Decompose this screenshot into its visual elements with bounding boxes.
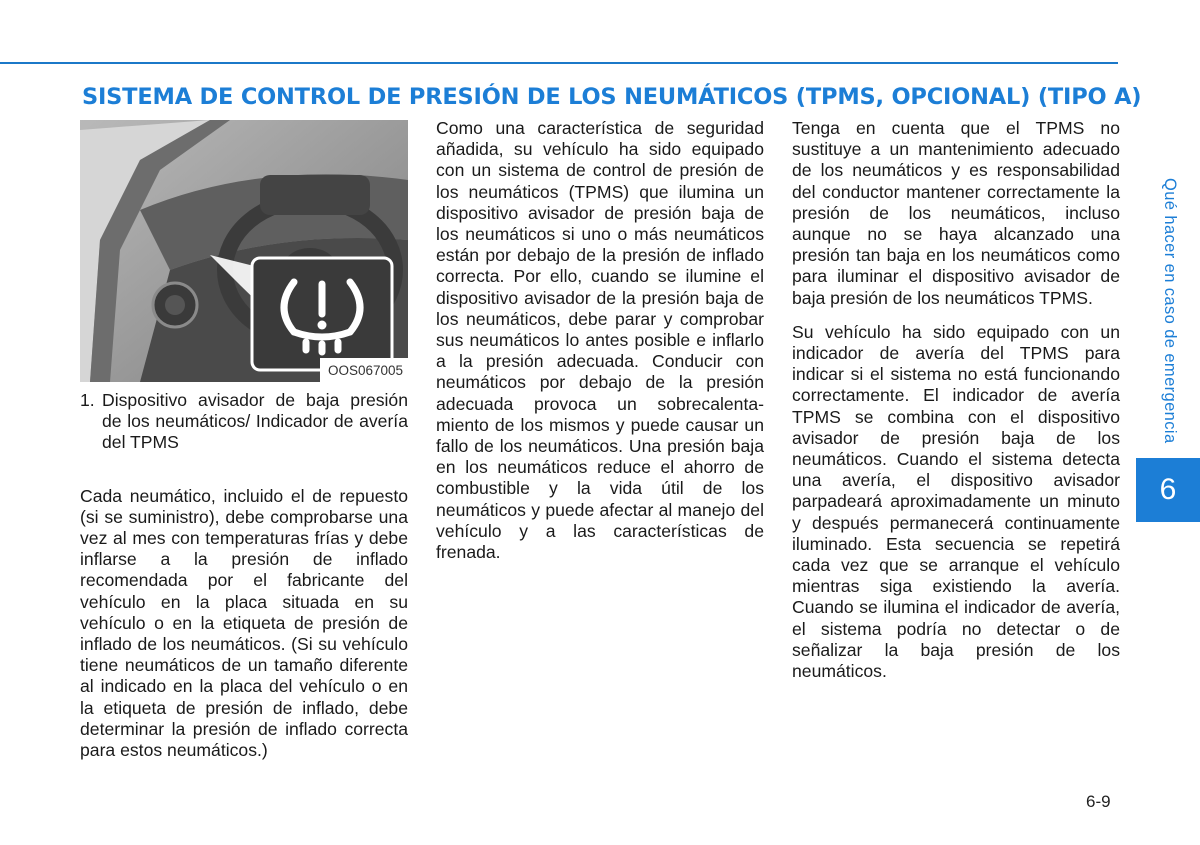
caption-number: 1. [80, 390, 95, 410]
section-tab-label: Qué hacer en caso de emergencia [1161, 178, 1179, 444]
dashboard-illustration [80, 120, 408, 382]
chapter-tab: 6 [1136, 458, 1200, 522]
column-3-paragraph-2: Su vehículo ha sido equipado con un indicador de avería del TPMS para indicar si el sistema no está funcionando correctamente. El indicador de avería TPMS se combina con el dispositivo avisador de presión baja de los neumáticos. Cuando el sistema detecta una avería, el dispositivo avisador parpadeará aproximadamente un minuto y después permanecerá continuamente iluminado. Esta secuencia se repetirá cada vez que se arranque el vehículo mientras siga existiendo la avería. Cuando se ilumina el indicador de avería, el sistema podría no detectar o de señalizar la baja presión de los neumáticos. [792, 321, 1120, 682]
column-2-paragraph: Como una característica de seguridad añadida, su vehículo ha sido equipado con un sistema de control de presión de los neumáticos (TPMS) que ilumina un dispositivo avisador de presión baja de los neumáticos si uno o más neumáticos están por debajo de la presión de inflado correcta. Por ello, cuando se ilumine el dispositivo avisador de la presión baja de los neumáticos, debe parar y comprobar sus neumáticos lo antes posible e inflarlo a la presión adecuada. Conducir con neumáticos por debajo de la presión adecuada provoca un sobrecalenta-miento de los mismos y puede causar un fallo de los neumáticos. Una presión baja en los neumáticos reduce el ahorro de combustible y la vida útil de los neumáticos y puede afectar al manejo del vehículo y a las características de frenada. [436, 118, 764, 563]
column-3 [792, 118, 1120, 695]
figure-caption [80, 390, 408, 454]
column-2 [436, 118, 764, 576]
column-3-paragraph-1: Tenga en cuenta que el TPMS no sustituye a un mantenimiento adecuado de los neumáticos y es responsabilidad del conductor mantener correctamente la presión de los neumáticos, incluso aunque no se haya alcanzado una presión tan baja en los neumáticos como para iluminar el dispositivo avisador de baja presión de los neumáticos TPMS. [792, 118, 1120, 308]
header-rule [0, 62, 1118, 64]
page-title: SISTEMA DE CONTROL DE PRESIÓN DE LOS NEUMÁTICOS (TPMS, OPCIONAL) (TIPO A) [82, 84, 1142, 110]
figure-code: OOS067005 [320, 358, 408, 382]
column-1-paragraph: Cada neumático, incluido el de repuesto (si se suministro), debe comprobarse una vez al mes con temperaturas frías y debe inflarse a la presión de inflado recomendada por el fabricante del vehículo en la placa situada en su vehículo o en la etiqueta de presión de inflado de los neumáticos. (Si su vehículo tiene neumáticos de un tamaño diferente al indicado en la placa del vehículo o en la etiqueta de presión de inflado, debe determinar la presión de inflado correcta para estos neumáticos.) [80, 485, 408, 761]
dashboard-figure [80, 120, 408, 382]
caption-text: Dispositivo avisador de baja presión de los neumáticos/ Indicador de avería del TPMS [102, 390, 408, 453]
column-1 [80, 118, 408, 774]
page-number: 6-9 [1086, 792, 1111, 811]
